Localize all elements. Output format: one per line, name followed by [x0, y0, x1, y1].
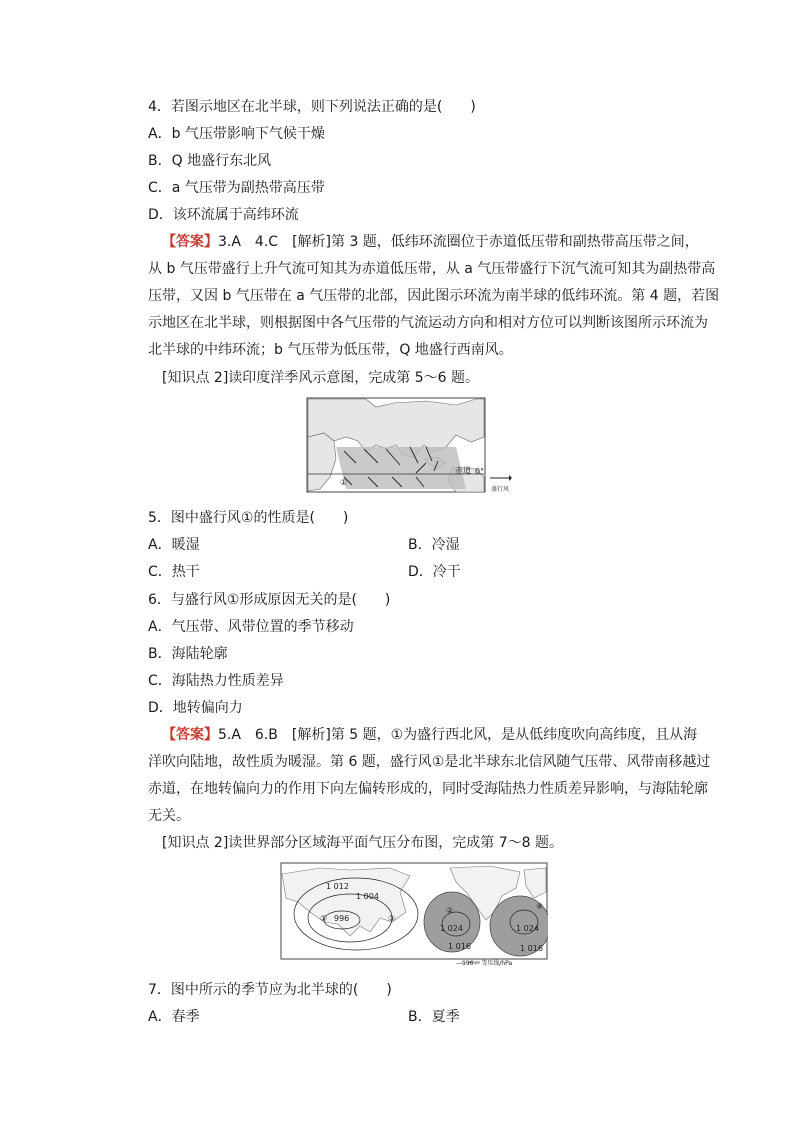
q4-stem: 4．若图示地区在北半球，则下列说法正确的是( ): [148, 99, 476, 115]
q6-option-a: A．气压带、风带位置的季节移动: [148, 619, 354, 635]
answer-3-4-line3: 压带，又因 b 气压带在 a 气压带的北部，因此图示环流为南半球的低纬环流。第 4 题，若图: [148, 288, 720, 304]
answer-text: 3.A 4.C [解析]第 3 题，低纬环流圈位于赤道低压带和副热带高压带之间，: [218, 234, 699, 250]
isobar-label-996: 996: [334, 914, 350, 923]
q4-option-b: B．Q 地盛行东北风: [148, 153, 272, 169]
q5-option-c: C．热干: [148, 564, 200, 580]
q5-option-a: A．暖湿: [148, 537, 200, 553]
isobar-label-1024-b: 1 024: [516, 924, 539, 933]
q6-stem: 6．与盛行风①形成原因无关的是( ): [148, 592, 391, 608]
q5-option-d: D．冷干: [408, 564, 461, 580]
degree-label: 0°: [475, 467, 485, 476]
region-marker-4: ④: [536, 902, 544, 911]
answer-5-6-line1: [162, 725, 697, 745]
q5-stem: 5．图中盛行风①的性质是( ): [148, 510, 349, 526]
answer-3-4-line4: 示地区在北半球，则根据图中各气压带的气流运动方向和相对方位可以判断该图所示环流为: [148, 315, 708, 331]
isobar-label-1012: 1 012: [326, 882, 349, 891]
q6-option-b: B．海陆轮廓: [148, 646, 228, 662]
q4-option-c: C．a 气压带为副热带高压带: [148, 180, 325, 196]
q7-option-a: A．春季: [148, 1009, 200, 1025]
monsoon-map-graphic: [306, 397, 512, 493]
answer-3-4-line2: 从 b 气压带盛行上升气流可知其为赤道低压带，从 a 气压带盛行下沉气流可知其为副热带高: [148, 261, 716, 277]
indian-ocean-monsoon-map: [306, 397, 512, 493]
region-marker-2: ②: [446, 906, 454, 915]
knowledge-point-2: [知识点 2]读世界部分区域海平面气压分布图，完成第 7～8 题。: [162, 835, 563, 851]
answer-text: 5.A 6.B [解析]第 5 题，①为盛行西北风，是从低纬度吹向高纬度，且从海: [218, 727, 698, 743]
isobar-label-1004: 1 004: [356, 892, 379, 901]
answer-3-4-line5: 北半球的中纬环流；b 气压带为低压带，Q 地盛行西南风。: [148, 342, 513, 358]
region-marker-3: ③: [388, 914, 396, 923]
q4-option-d: D．该环流属于高纬环流: [148, 207, 299, 223]
isobar-label-1016-b: 1 016: [520, 944, 543, 953]
q6-option-c: C．海陆热力性质差异: [148, 673, 284, 689]
answer-3-4-line1: [162, 232, 699, 252]
q4-option-a: A．b 气压带影响下气候干燥: [148, 126, 325, 142]
q5-option-b: B．冷湿: [408, 537, 460, 553]
answer-5-6-line3: 赤道，在地转偏向力的作用下向左偏转形成的，同时受海陆热力性质差异影响，与海陆轮廓: [148, 781, 708, 797]
answer-5-6-line2: 洋吹向陆地，故性质为暖湿。第 6 题，盛行风①是北半球东北信风随气压带、风带南移越过: [148, 754, 711, 770]
wind-marker-1: ①: [340, 478, 348, 487]
q7-option-b: B．夏季: [408, 1009, 460, 1025]
q7-stem: 7．图中所示的季节应为北半球的( ): [148, 982, 392, 998]
world-pressure-map: [280, 862, 548, 968]
q6-option-d: D．地转偏向力: [148, 700, 243, 716]
knowledge-point-1: [知识点 2]读印度洋季风示意图，完成第 5～6 题。: [162, 370, 479, 386]
answer-5-6-line4: 无关。: [148, 808, 190, 824]
legend-prevailing-wind: 盛行风: [491, 486, 510, 493]
equator-label: 赤道: [455, 466, 471, 475]
answer-tag: 【答案】: [162, 727, 218, 743]
region-marker-1: ①: [320, 914, 328, 923]
isobar-legend: —996— 等压线/hPa: [456, 960, 513, 967]
isobar-label-1016-a: 1 016: [448, 942, 471, 951]
isobar-label-1024-a: 1 024: [440, 924, 463, 933]
answer-tag: 【答案】: [162, 234, 218, 250]
